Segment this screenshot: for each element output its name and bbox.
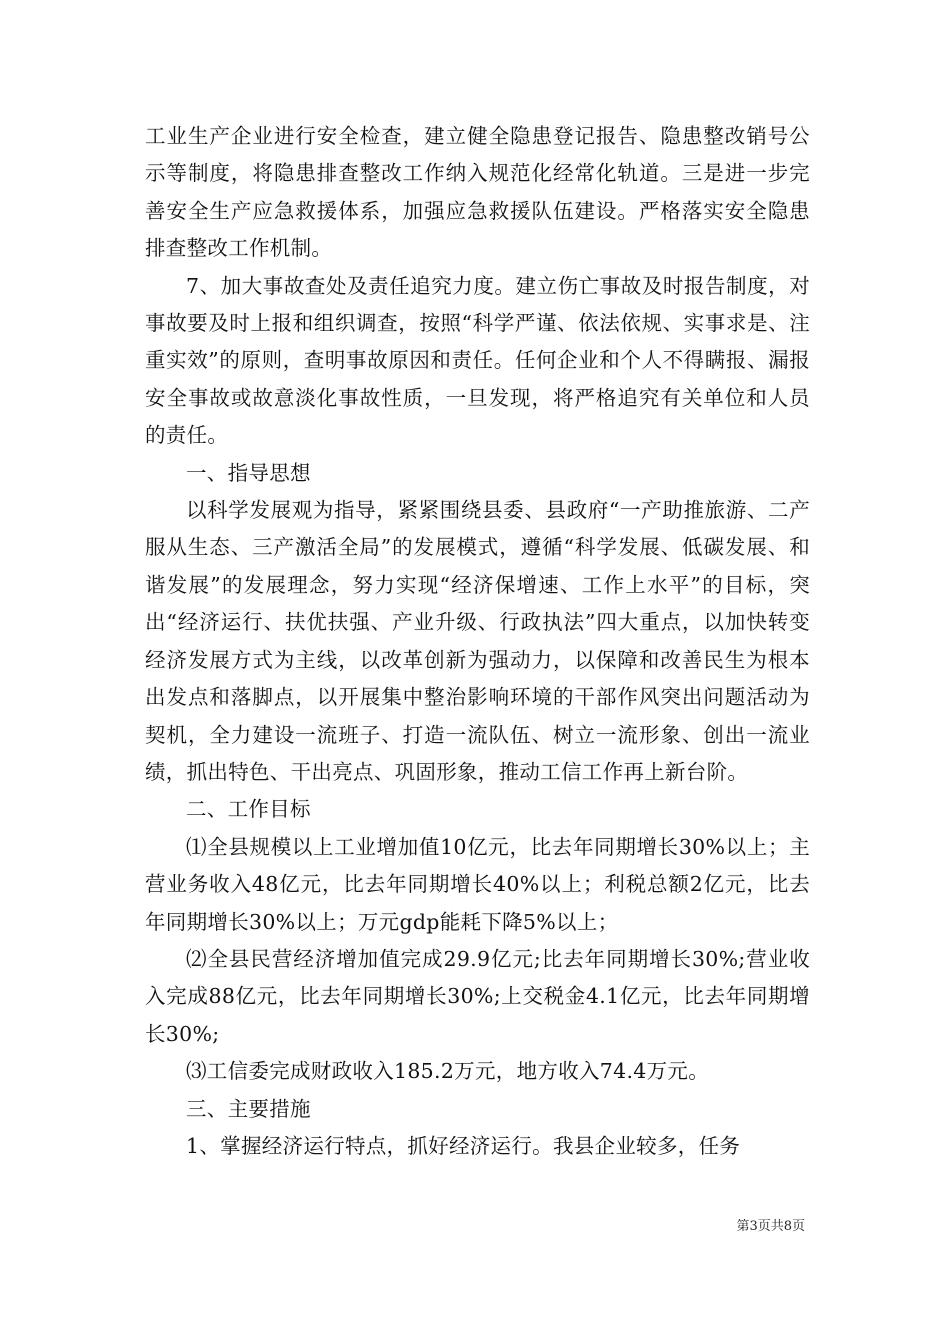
paragraph-4: ⑴全县规模以上工业增加值10亿元，比去年同期增长30%以上；主营业务收入48亿元，比去年同期增长40%以上；利税总额2亿元，比去年同期增长30%以上；万元gdp能耗下降5%以上； bbox=[145, 834, 810, 934]
paragraph-5: ⑵全县民营经济增加值完成29.9亿元;比去年同期增长30%;营业收入完成88亿元，比去年同期增长30%;上交税金4.1亿元，比去年同期增长30%; bbox=[145, 946, 810, 1046]
paragraph-1: 工业生产企业进行安全检查，建立健全隐患登记报告、隐患整改销号公示等制度，将隐患排查整改工作纳入规范化经常化轨道。三是进一步完善安全生产应急救援体系，加强应急救援队伍建设。严格落实安全隐患排查整改工作机制。 bbox=[145, 124, 810, 261]
paragraph-7: 1、掌握经济运行特点，抓好经济运行。我县企业较多，任务 bbox=[186, 1133, 741, 1158]
section-heading-2: 二、工作目标 bbox=[186, 797, 311, 822]
section-heading-3: 三、主要措施 bbox=[186, 1096, 311, 1121]
paragraph-3: 以科学发展观为指导，紧紧围绕县委、县政府“一产助推旅游、二产服从生态、三产激活全局”的发展模式，遵循“科学发展、低碳发展、和谐发展”的发展理念，努力实现“经济保增速、工作上水平”的目标，突出“经济运行、扶优扶强、产业升级、行政执法”四大重点，以加快转变经济发展方式为主线，以改革创新为强动力，以保障和改善民生为根本出发点和落脚点，以开展集中整治影响环境的干部作风突出问题活动为契机，全力建设一流班子、打造一流队伍、树立一流形象、创出一流业绩，抓出特色、干出亮点、巩固形象，推动工信工作再上新台阶。 bbox=[145, 498, 810, 784]
paragraph-2: 7、加大事故查处及责任追究力度。建立伤亡事故及时报告制度，对事故要及时上报和组织调查，按照“科学严谨、依法依规、实事求是、注重实效”的原则，查明事故原因和责任。任何企业和个人不得瞒报、漏报安全事故或故意淡化事故性质，一旦发现，将严格追究有关单位和人员的责任。 bbox=[145, 273, 810, 448]
document-body bbox=[145, 118, 810, 1165]
paragraph-6: ⑶工信委完成财政收入185.2万元，地方收入74.4万元。 bbox=[186, 1059, 710, 1084]
page-number-footer: 第3页共8页 bbox=[736, 1219, 805, 1234]
section-heading-1: 一、指导思想 bbox=[186, 460, 311, 485]
